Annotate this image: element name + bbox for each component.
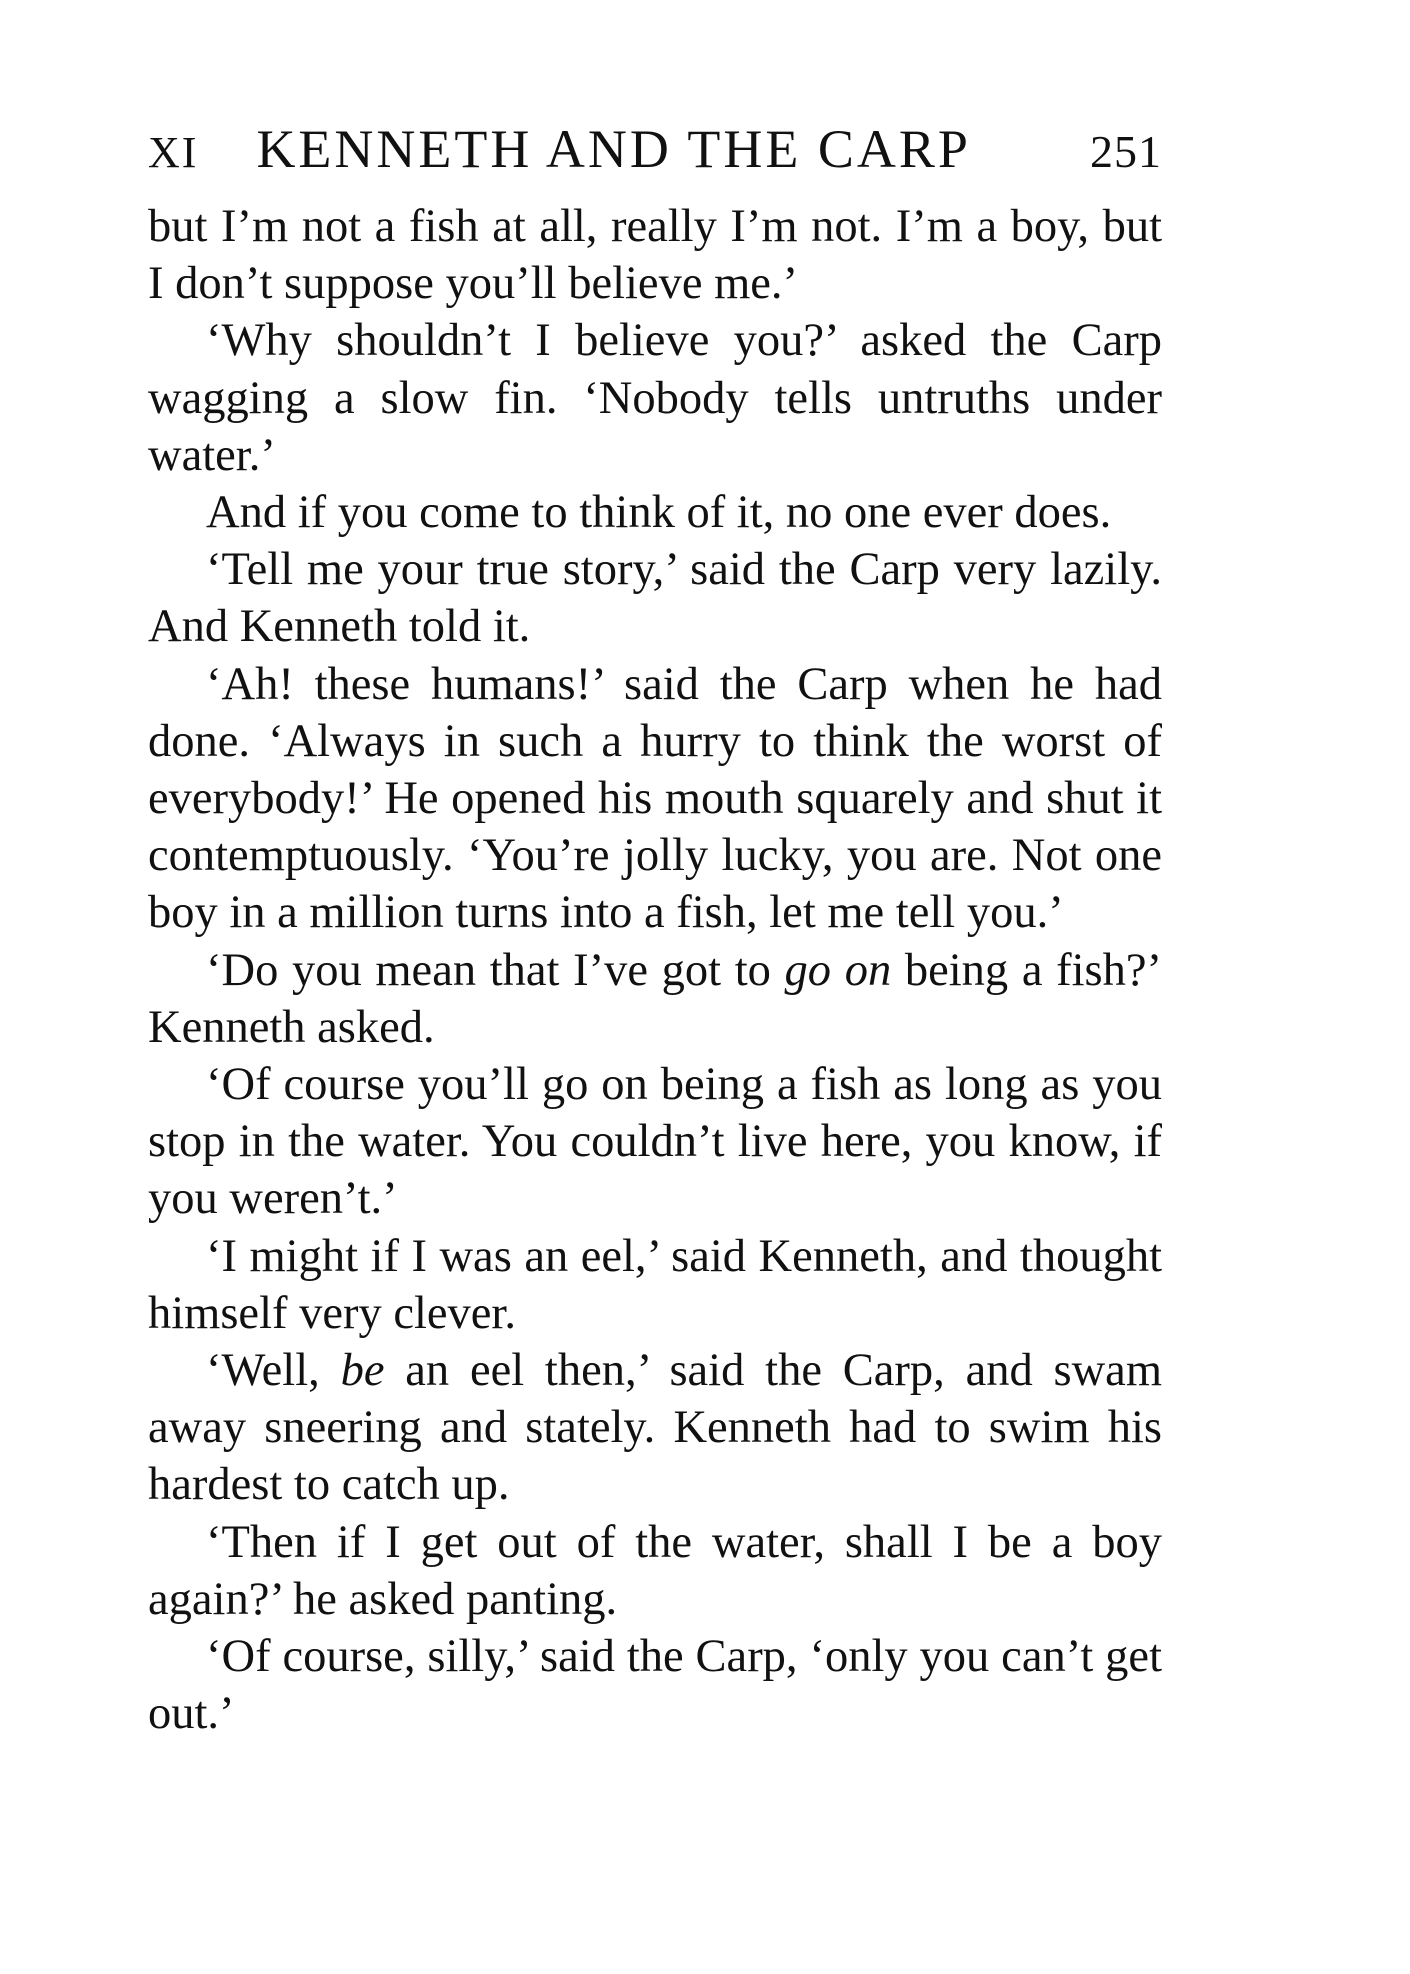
paragraph-text: an eel then,’ said the Carp, and swam away sneering and stately. Kenneth had to swim his hardest to catch up. [148, 1345, 1162, 1511]
chapter-title: KENNETH AND THE CARP [256, 119, 971, 179]
paragraph: ‘Of course you’ll go on being a fish as long as you stop in the water. You couldn’t live here, you know, if you weren’t.’ [148, 1059, 1162, 1225]
paragraph: ‘Then if I get out of the water, shall I be a boy again?’ he asked panting. [148, 1516, 1162, 1625]
running-header [148, 118, 1162, 184]
paragraph: but I’m not a fish at all, really I’m not. I’m a boy, but I don’t suppose you’ll believe me.’ [148, 201, 1162, 310]
italic-emphasis: be [340, 1345, 385, 1397]
paragraph-text: ‘Do you mean that I’ve got to [206, 944, 785, 996]
paragraph: ‘I might if I was an eel,’ said Kenneth, and thought himself very clever. [148, 1230, 1162, 1339]
paragraph: ‘Ah! these humans!’ said the Carp when he had done. ‘Always in such a hurry to think the worst of everybody!’ He opened his mouth squarely and shut it contemptuously. ‘You’re jolly lucky, you are. Not one boy in a million turns into a fish, let me tell you.’ [148, 658, 1162, 939]
paragraph [148, 1342, 1162, 1514]
book-page [148, 118, 1162, 1742]
paragraph: ‘Of course, silly,’ said the Carp, ‘only you can’t get out.’ [148, 1631, 1162, 1740]
paragraph: And if you come to think of it, no one ever does. [206, 487, 1112, 539]
paragraph [148, 942, 1162, 1056]
chapter-number: XI [148, 128, 199, 177]
page-body [148, 198, 1162, 1742]
italic-emphasis: go on [784, 944, 892, 996]
paragraph-text: being a fish?’ Kenneth asked. [148, 944, 1163, 1053]
paragraph-text: ‘Well, [206, 1345, 341, 1397]
paragraph: ‘Tell me your true story,’ said the Carp very lazily. And Kenneth told it. [148, 544, 1162, 653]
paragraph: ‘Why shouldn’t I believe you?’ asked the Carp wagging a slow fin. ‘Nobody tells untruths under water.’ [148, 315, 1162, 481]
page-number: 251 [1090, 126, 1162, 177]
